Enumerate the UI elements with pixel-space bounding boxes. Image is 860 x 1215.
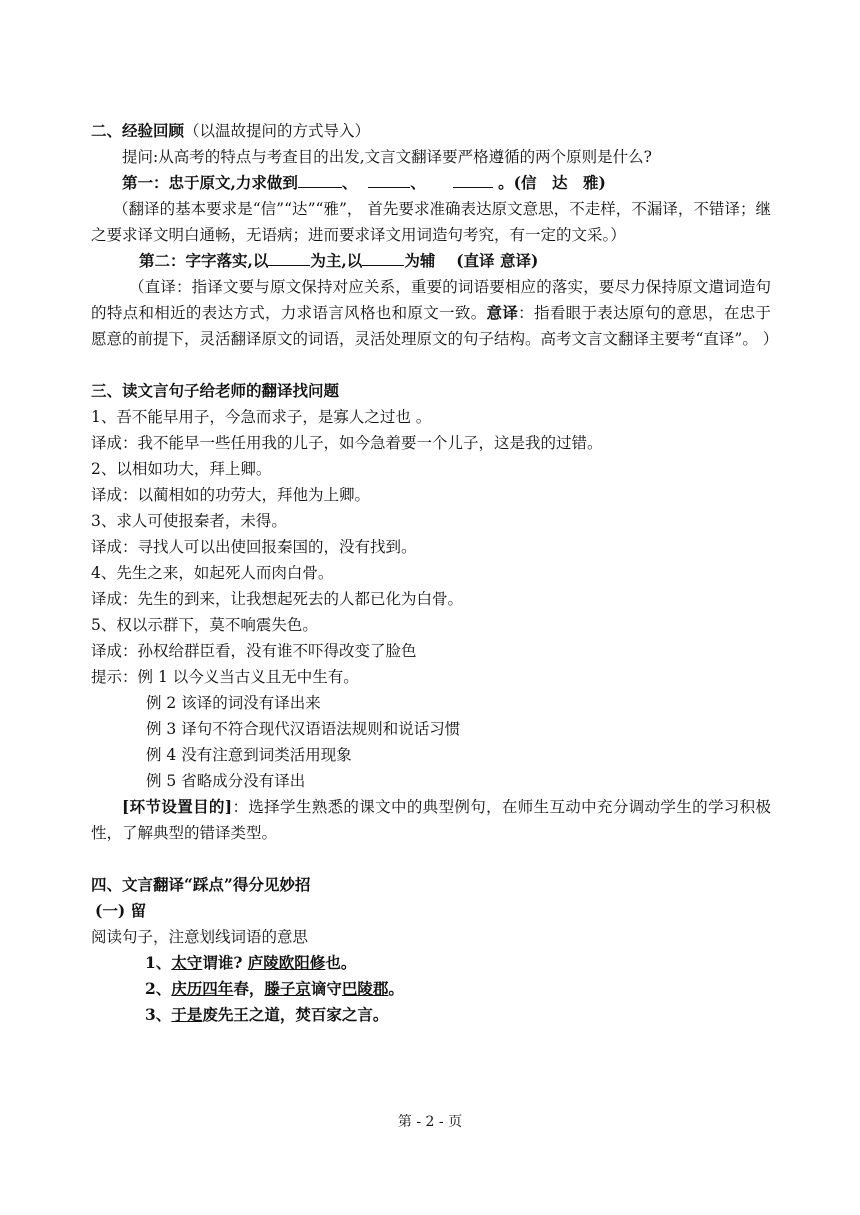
blank bbox=[362, 265, 404, 266]
sentence-text: 春， bbox=[233, 979, 265, 998]
example-1-translation: 译成：我不能早一些任用我的儿子，如今急着要一个儿子，这是我的过错。 bbox=[91, 434, 603, 452]
reading-sentence-2 bbox=[91, 976, 771, 1002]
principle-1-head: 第一：忠于原文,力求做到 bbox=[122, 173, 298, 192]
blank bbox=[268, 265, 310, 266]
page-footer: 第 - 2 - 页 bbox=[397, 1114, 463, 1130]
reading-instruction: 阅读句子，注意划线词语的意思 bbox=[91, 928, 309, 946]
subsection-title: (一) 留 bbox=[95, 901, 147, 920]
review-question: 提问:从高考的特点与考查目的出发,文言文翻译要严格遵循的两个原则是什么? bbox=[122, 148, 652, 166]
separator: 、 bbox=[341, 173, 358, 192]
underlined-word: 太守 bbox=[171, 953, 203, 972]
example-1-source: 1、吾不能早用子，今急而求子，是寡人之过也 。 bbox=[91, 408, 432, 426]
section-4-title: 四、文言翻译“踩点”得分见妙招 bbox=[91, 875, 311, 894]
section-3-title: 三、读文言句子给老师的翻译找问题 bbox=[91, 381, 340, 400]
example-2-source: 2、以相如功大，拜上卿。 bbox=[91, 460, 272, 478]
sentence-number: 3、 bbox=[145, 1005, 172, 1024]
hint-text: 例 1 以今义当古义且无中生有。 bbox=[137, 668, 359, 686]
principle-1-explanation: （翻译的基本要求是“信”“达”“雅”， 首先要求准确表达原文意思，不走样，不漏译，不错译；继之要求译文明白通畅，无语病；进而要求译文用词造句考究，有一定的文采。） bbox=[91, 200, 771, 244]
free-translation-text: ：指看眼于表达原句的意思，在忠于愿意的前提下，灵活翻译原文的词语，灵活处理原文的句子结构。高考文言文翻译主要考“直译”。 ） bbox=[91, 304, 779, 348]
sentence-number: 2、 bbox=[145, 979, 172, 998]
example-2-translation: 译成：以蔺相如的功劳大，拜他为上卿。 bbox=[91, 486, 371, 504]
blank bbox=[298, 187, 342, 188]
free-translation-label: 意译 bbox=[486, 303, 519, 322]
principle-2-answer: 为辅 (直译 意译) bbox=[404, 251, 539, 270]
spacer bbox=[91, 846, 771, 872]
example-5-translation: 译成：孙权给群臣看，没有谁不吓得改变了脸色 bbox=[91, 642, 417, 660]
sentence-text: 。 bbox=[388, 979, 404, 998]
underlined-word: 庆历四年 bbox=[171, 979, 234, 998]
underlined-word: 于是 bbox=[171, 1005, 203, 1024]
example-4-source: 4、先生之来，如起死人而肉白骨。 bbox=[91, 564, 334, 582]
sentence-text: 废先王之道，焚百家之言。 bbox=[202, 1005, 389, 1024]
hint-3: 例 3 译句不符合现代汉语语法规则和说话习惯 bbox=[146, 720, 461, 738]
hint-2: 例 2 该译的词没有译出来 bbox=[146, 694, 321, 712]
principle-1-answer: 。(信 达 雅) bbox=[498, 173, 606, 192]
principle-2-mid: 为主,以 bbox=[310, 251, 363, 270]
purpose-note bbox=[91, 794, 771, 846]
underlined-word: 巴陵郡 bbox=[341, 979, 389, 998]
reading-sentence-1 bbox=[91, 950, 771, 976]
reading-sentence-3 bbox=[91, 1002, 771, 1028]
hint-label: 提示： bbox=[91, 668, 138, 686]
principle-1 bbox=[91, 170, 771, 196]
blank bbox=[453, 187, 493, 188]
underlined-word: 庐陵欧阳修 bbox=[247, 953, 326, 972]
spacer bbox=[91, 352, 771, 378]
section-2-title: 二、经验回顾 bbox=[91, 121, 185, 140]
example-3-source: 3、求人可使报秦者，未得。 bbox=[91, 512, 287, 530]
sentence-text: 谪守 bbox=[310, 979, 342, 998]
sentence-text: 也。 bbox=[325, 953, 357, 972]
purpose-text: ：选择学生熟悉的课文中的典型例句，在师生互动中充分调动学生的学习积极性，了解典型的错译类型。 bbox=[91, 798, 771, 842]
section-2-heading bbox=[91, 118, 771, 144]
section-2-title-note: （以温故提问的方式导入） bbox=[184, 122, 371, 140]
principle-2-head: 第二：字字落实,以 bbox=[139, 251, 269, 270]
underlined-word: 滕子京 bbox=[264, 979, 311, 998]
blank bbox=[368, 187, 410, 188]
separator: 、 bbox=[410, 173, 426, 192]
sentence-number: 1、 bbox=[145, 953, 172, 972]
principle-2-explanation bbox=[91, 274, 779, 352]
example-3-translation: 译成：寻找人可以出使回报秦国的，没有找到。 bbox=[91, 538, 417, 556]
hint-4: 例 4 没有注意到词类活用现象 bbox=[146, 746, 352, 764]
hint-1 bbox=[91, 664, 771, 690]
example-5-source: 5、权以示群下，莫不响震失色。 bbox=[91, 616, 318, 634]
principle-2 bbox=[91, 248, 771, 274]
example-4-translation: 译成：先生的到来，让我想起死去的人都已化为白骨。 bbox=[91, 590, 464, 608]
sentence-text: 谓谁? bbox=[202, 953, 248, 972]
literal-translation-text: （直译：指译文要与原文保持对应关系，重要的词语要相应的落实，要尽力保持原文遣词造句的特点和相近的表达方式，力求语言风格也和原文一致。 bbox=[91, 278, 771, 322]
hint-5: 例 5 省略成分没有译出 bbox=[146, 772, 306, 790]
purpose-label: [环节设置目的] bbox=[122, 797, 233, 816]
document-page bbox=[91, 118, 779, 1028]
